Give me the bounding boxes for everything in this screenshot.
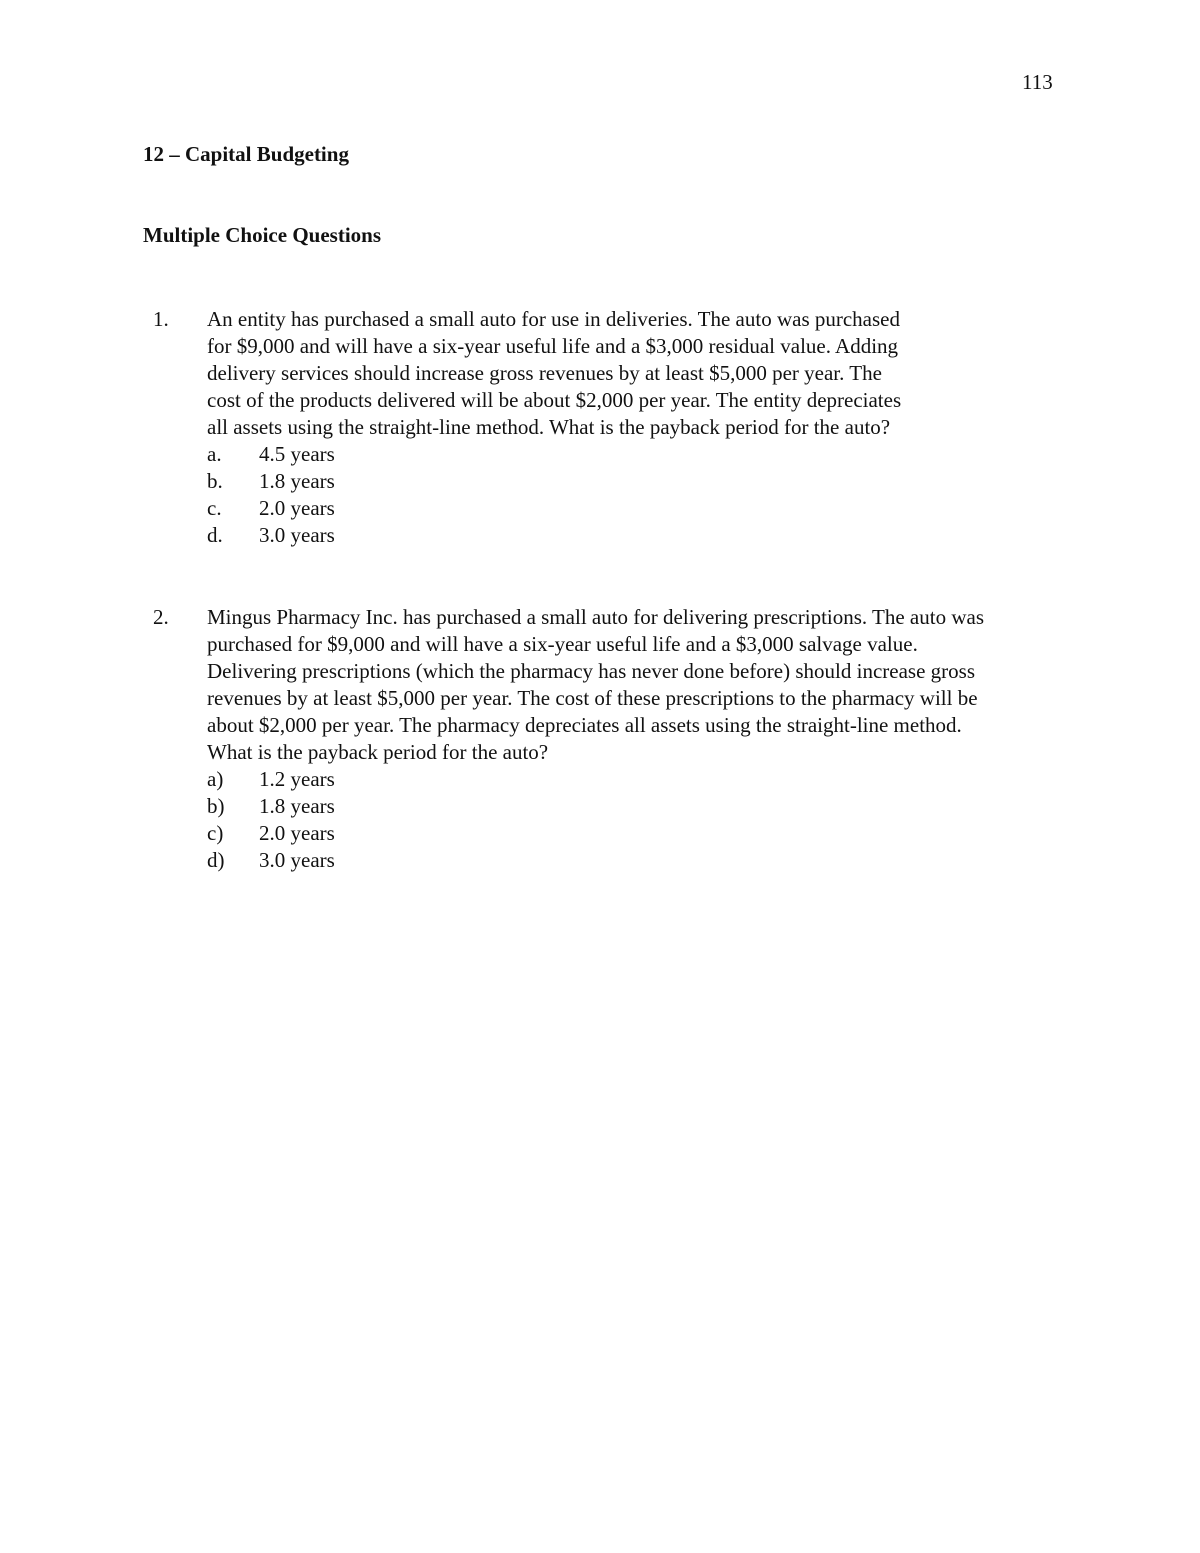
option-letter: b. bbox=[207, 469, 223, 493]
answer-option-b bbox=[207, 468, 1087, 495]
question-line: for $9,000 and will have a six-year useful life and a $3,000 residual value. Adding bbox=[207, 334, 899, 358]
option-text: 3.0 years bbox=[259, 523, 335, 547]
section-heading: Multiple Choice Questions bbox=[143, 223, 382, 247]
answer-option-a bbox=[207, 441, 1087, 468]
answer-options bbox=[207, 766, 1087, 874]
option-letter: a. bbox=[207, 442, 222, 466]
question-line: Delivering prescriptions (which the pharmacy has never done before) should increase gross bbox=[207, 659, 975, 683]
question-line: all assets using the straight-line method. What is the payback period for the auto? bbox=[207, 415, 891, 439]
option-text: 1.8 years bbox=[259, 794, 335, 818]
option-letter: b) bbox=[207, 794, 225, 818]
option-text: 4.5 years bbox=[259, 442, 335, 466]
question-line: What is the payback period for the auto? bbox=[207, 740, 549, 764]
question-body bbox=[207, 306, 1087, 549]
question-line: Mingus Pharmacy Inc. has purchased a small auto for delivering prescriptions. The auto was bbox=[207, 605, 984, 629]
question-number: 1. bbox=[153, 307, 169, 331]
option-letter: a) bbox=[207, 767, 224, 791]
option-text: 1.8 years bbox=[259, 469, 335, 493]
question-line: revenues by at least $5,000 per year. The cost of these prescriptions to the pharmacy will be bbox=[207, 686, 978, 710]
answer-option-b bbox=[207, 793, 1087, 820]
answer-options bbox=[207, 441, 1087, 549]
option-text: 2.0 years bbox=[259, 496, 335, 520]
option-text: 1.2 years bbox=[259, 767, 335, 791]
answer-option-a bbox=[207, 766, 1087, 793]
question-text bbox=[207, 306, 1087, 441]
answer-option-d bbox=[207, 847, 1087, 874]
page-number: 113 bbox=[1022, 70, 1053, 94]
option-text: 2.0 years bbox=[259, 821, 335, 845]
answer-option-d bbox=[207, 522, 1087, 549]
option-letter: c) bbox=[207, 821, 224, 845]
answer-option-c bbox=[207, 820, 1087, 847]
answer-option-c bbox=[207, 495, 1087, 522]
option-letter: d) bbox=[207, 848, 225, 872]
question-number: 2. bbox=[153, 605, 169, 629]
option-letter: c. bbox=[207, 496, 222, 520]
question-line: An entity has purchased a small auto for use in deliveries. The auto was purchased bbox=[207, 307, 900, 331]
option-letter: d. bbox=[207, 523, 223, 547]
chapter-title: 12 – Capital Budgeting bbox=[143, 142, 349, 166]
question-text bbox=[207, 604, 1087, 766]
question-line: cost of the products delivered will be about $2,000 per year. The entity depreciates bbox=[207, 388, 902, 412]
question-line: delivery services should increase gross revenues by at least $5,000 per year. The bbox=[207, 361, 882, 385]
option-text: 3.0 years bbox=[259, 848, 335, 872]
question-line: about $2,000 per year. The pharmacy depreciates all assets using the straight-line method. bbox=[207, 713, 962, 737]
question-line: purchased for $9,000 and will have a six-year useful life and a $3,000 salvage value. bbox=[207, 632, 918, 656]
question-body bbox=[207, 604, 1087, 874]
